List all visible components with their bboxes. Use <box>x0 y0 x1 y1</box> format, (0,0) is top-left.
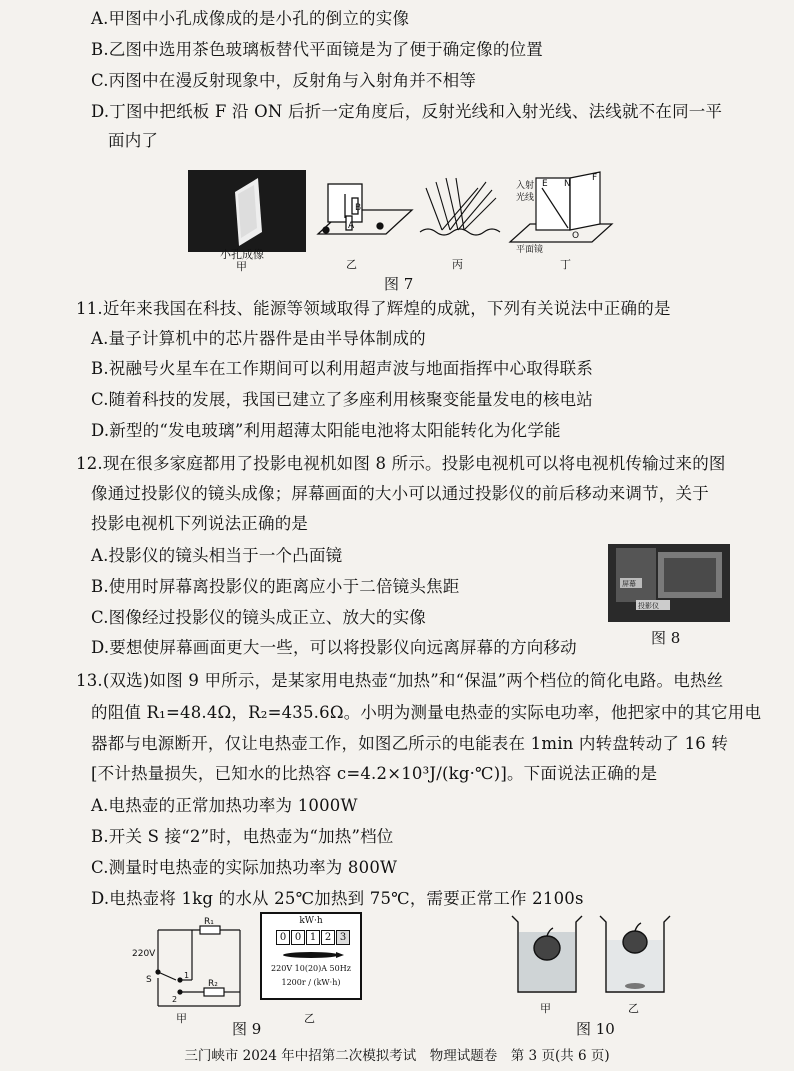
svg-text:R₂: R₂ <box>208 979 218 989</box>
svg-text:小孔成像: 小孔成像 <box>220 248 264 261</box>
q13-option-b: B.开关 S 接“2”时，电热壶为“加热”档位 <box>91 827 394 846</box>
q12-option-c: C.图像经过投影仪的镜头成正立、放大的实像 <box>91 608 426 627</box>
q13-option-d: D.电热壶将 1kg 的水从 25℃加热到 75℃，需要正常工作 2100s <box>91 889 584 908</box>
q13-option-a: A.电热壶的正常加热功率为 1000W <box>91 796 358 815</box>
svg-text:1: 1 <box>184 971 190 980</box>
svg-text:S: S <box>146 975 152 985</box>
figure-9-caption: 图 9 <box>232 1020 262 1038</box>
q13-option-c: C.测量时电热壶的实际加热功率为 800W <box>91 858 398 877</box>
svg-text:屏幕: 屏幕 <box>622 580 636 588</box>
svg-text:N: N <box>564 179 571 189</box>
q12-stem-line1: 12.现在很多家庭都用了投影电视机如图 8 所示。投影电视机可以将电视机传输过来的图 <box>76 454 726 473</box>
q13-stem-line2: 的阻值 R₁=48.4Ω，R₂=435.6Ω。小明为测量电热壶的实际电功率，他把家中的其它用电 <box>91 703 762 722</box>
q11-option-b: B.祝融号火星车在工作期间可以利用超声波与地面指挥中心取得联系 <box>91 359 594 378</box>
q11-option-c: C.随着科技的发展，我国已建立了多座利用核聚变能量发电的核电站 <box>91 390 593 409</box>
svg-text:A: A <box>348 221 355 231</box>
figure-10-caption: 图 10 <box>576 1020 615 1038</box>
meter-disc <box>276 950 346 960</box>
q13-stem-line1: 13.(双选)如图 9 甲所示，是某家用电热壶“加热”和“保温”两个档位的简化电路。电热丝 <box>76 671 724 690</box>
figure-9-circuit <box>128 916 246 1016</box>
figure-9-sub-a: 甲 <box>176 1012 187 1025</box>
svg-text:丁: 丁 <box>560 258 571 271</box>
q12-option-a: A.投影仪的镜头相当于一个凸面镜 <box>91 546 343 565</box>
q13-stem-line4: [不计热量损失，已知水的比热容 c=4.2×10³J/(kg·℃)]。下面说法正确的是 <box>91 764 658 783</box>
meter-digit: 3 <box>336 930 350 945</box>
svg-text:丙: 丙 <box>452 258 463 271</box>
svg-text:F: F <box>592 173 598 183</box>
svg-text:光线: 光线 <box>516 193 535 203</box>
q12-option-b: B.使用时屏幕离投影仪的距离应小于二倍镜头焦距 <box>91 577 460 596</box>
figure-8-caption: 图 8 <box>651 629 681 647</box>
page-footer: 三门峡市 2024 年中招第二次模拟考试 物理试题卷 第 3 页(共 6 页) <box>184 1048 610 1064</box>
glass-plate-panel <box>318 184 412 271</box>
svg-text:乙: 乙 <box>346 258 357 271</box>
figure-8-photo <box>608 544 730 622</box>
meter-unit: kW·h <box>299 916 323 926</box>
figure-7 <box>180 168 620 280</box>
diffuse-reflection-panel <box>420 178 500 271</box>
q10-option-c: C.丙图中在漫反射现象中，反射角与入射角并不相等 <box>91 71 477 90</box>
svg-text:投影仪: 投影仪 <box>638 602 659 610</box>
svg-text:B: B <box>355 203 362 213</box>
figure-9-sub-b: 乙 <box>304 1012 315 1025</box>
figure-10-sub-b: 乙 <box>628 1002 639 1015</box>
figure-9-energy-meter <box>260 912 362 1000</box>
meter-spec: 220V 10(20)A 50Hz <box>271 964 351 973</box>
svg-text:O: O <box>572 231 580 241</box>
figure-7-caption: 图 7 <box>384 275 414 293</box>
svg-text:2: 2 <box>172 995 178 1004</box>
pinhole-imaging-panel <box>188 170 306 273</box>
q10-option-d-line1: D.丁图中把纸板 F 沿 ON 后折一定角度后，反射光线和入射光线、法线就不在同一平 <box>91 102 723 121</box>
reflection-law-panel <box>510 172 612 271</box>
meter-digit: 0 <box>276 930 290 945</box>
q11-option-a: A.量子计算机中的芯片器件是由半导体制成的 <box>91 329 426 348</box>
svg-text:R₁: R₁ <box>204 917 214 927</box>
meter-digit: 0 <box>291 930 305 945</box>
q10-option-d-line2: 面内了 <box>108 131 159 150</box>
q10-option-a: A.甲图中小孔成像成的是小孔的倒立的实像 <box>91 9 410 28</box>
figure-10-beakers <box>508 912 672 998</box>
figure-10-sub-a: 甲 <box>540 1002 551 1015</box>
q10-option-b: B.乙图中选用茶色玻璃板替代平面镜是为了便于确定像的位置 <box>91 40 543 59</box>
q12-stem-line3: 投影电视机下列说法正确的是 <box>91 514 309 533</box>
q11-stem: 11.近年来我国在科技、能源等领域取得了辉煌的成就，下列有关说法中正确的是 <box>76 299 671 318</box>
meter-digit: 1 <box>306 930 320 945</box>
meter-revolutions: 1200r / (kW·h) <box>281 978 341 987</box>
svg-text:甲: 甲 <box>236 260 247 273</box>
svg-text:220V: 220V <box>132 949 156 959</box>
q12-stem-line2: 像通过投影仪的镜头成像；屏幕画面的大小可以通过投影仪的前后移动来调节，关于 <box>91 484 709 503</box>
q11-option-d: D.新型的“发电玻璃”利用超薄太阳能电池将太阳能转化为化学能 <box>91 421 561 440</box>
meter-digits <box>276 930 350 945</box>
q12-option-d: D.要想使屏幕画面更大一些，可以将投影仪向远离屏幕的方向移动 <box>91 638 577 657</box>
svg-text:E: E <box>542 179 548 189</box>
meter-digit: 2 <box>321 930 335 945</box>
svg-text:入射: 入射 <box>516 181 535 191</box>
svg-text:平面镜: 平面镜 <box>516 245 544 255</box>
q13-stem-line3: 器都与电源断开，仅让电热壶工作，如图乙所示的电能表在 1min 内转盘转动了 16 转 <box>91 734 729 753</box>
